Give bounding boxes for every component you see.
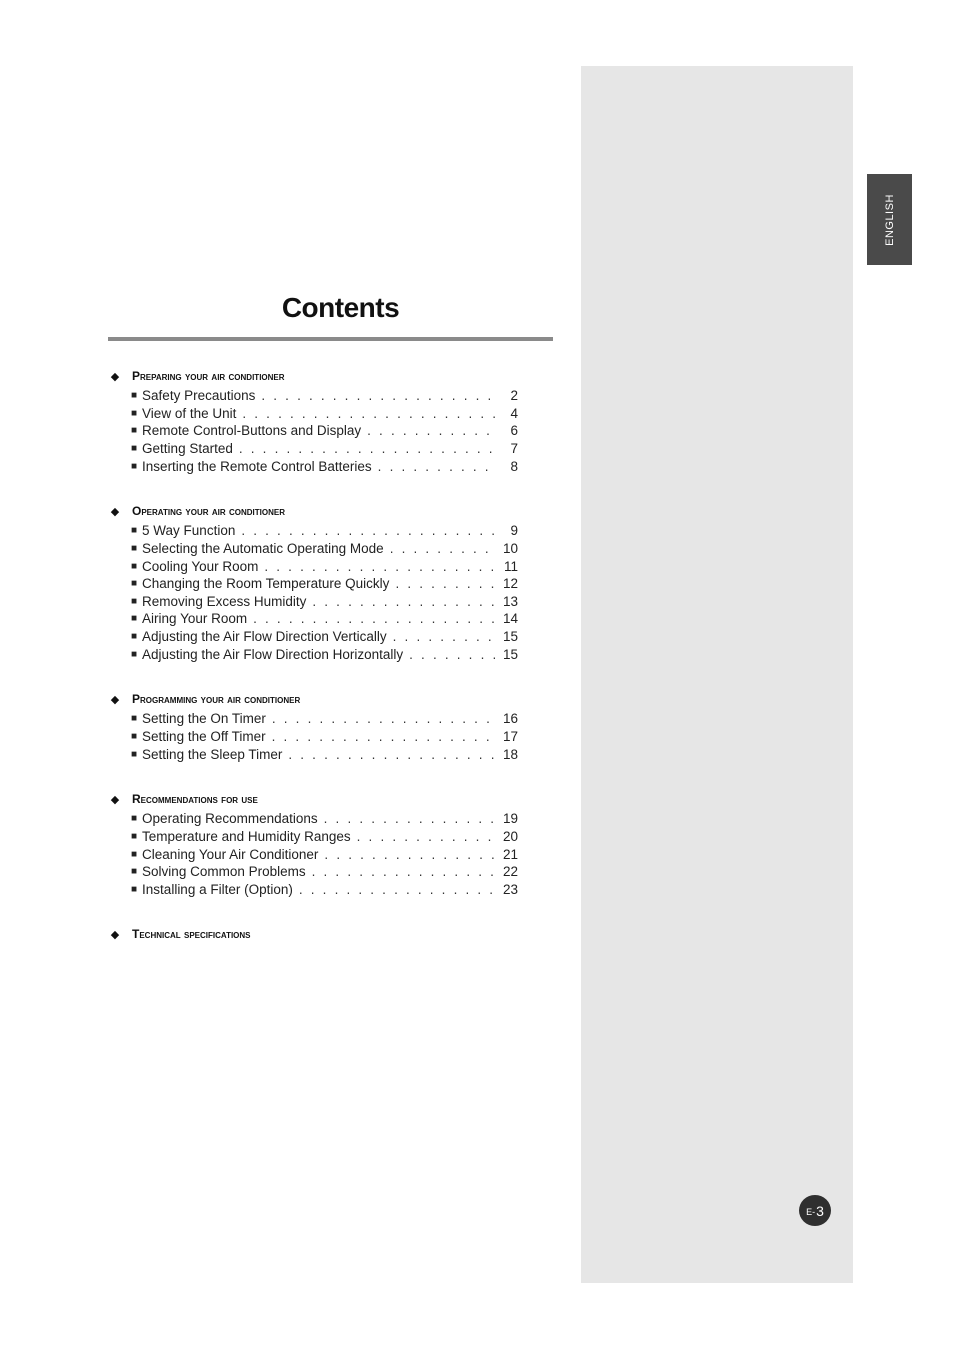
square-bullet-icon: ■ [131,389,138,401]
dot-leader [241,523,496,538]
square-bullet-icon: ■ [131,648,138,660]
toc-item[interactable] [131,457,518,475]
toc-page-number: 4 [510,405,518,421]
page-number-value: 3 [816,1202,824,1219]
dot-leader [378,459,496,474]
toc-item[interactable] [131,827,518,845]
toc-page-number: 13 [502,593,518,609]
side-panel [581,66,853,1283]
toc-item-label: Cleaning Your Air Conditioner [142,846,319,862]
square-bullet-icon: ■ [131,630,138,642]
diamond-bullet-icon: ◆ [110,370,120,383]
toc-item[interactable] [131,439,518,457]
toc-item-label: Removing Excess Humidity [142,593,307,609]
toc-page-number: 14 [502,610,518,626]
toc-item[interactable] [131,845,518,863]
toc-page-number: 2 [510,387,518,403]
toc-page-number: 18 [502,746,518,762]
square-bullet-icon: ■ [131,542,138,554]
section-heading-operating [109,502,285,520]
toc-page-number: 19 [502,810,518,826]
dot-leader [272,729,496,744]
toc-item-label: Changing the Room Temperature Quickly [142,575,390,591]
square-bullet-icon: ■ [131,442,138,454]
toc-item[interactable] [131,557,518,575]
square-bullet-icon: ■ [131,883,138,895]
toc-item-label: Setting the Sleep Timer [142,746,283,762]
toc-item-label: 5 Way Function [142,522,236,538]
square-bullet-icon: ■ [131,524,138,536]
section-heading-text: Technical specifications [132,927,251,941]
square-bullet-icon: ■ [131,748,138,760]
square-bullet-icon: ■ [131,830,138,842]
section-heading-text: Recommendations for use [132,792,258,806]
toc-item-label: Inserting the Remote Control Batteries [142,458,372,474]
toc-item-label: View of the Unit [142,405,237,421]
diamond-bullet-icon: ◆ [110,793,120,806]
toc-page-number: 23 [502,881,518,897]
toc-item-label: Setting the On Timer [142,710,266,726]
toc-item-label: Safety Precautions [142,387,256,403]
toc-page-number: 6 [510,422,518,438]
toc-item[interactable] [131,709,518,727]
toc-page-number: 8 [510,458,518,474]
toc-item[interactable] [131,421,518,439]
square-bullet-icon: ■ [131,595,138,607]
toc-item-label: Cooling Your Room [142,558,259,574]
dot-leader [299,882,496,897]
toc-item-label: Remote Control-Buttons and Display [142,422,362,438]
dot-leader [253,611,496,626]
square-bullet-icon: ■ [131,460,138,472]
dot-leader [324,811,496,826]
toc-page-number: 7 [510,440,518,456]
toc-item-label: Getting Started [142,440,233,456]
language-tab-label: ENGLISH [883,193,896,246]
square-bullet-icon: ■ [131,712,138,724]
toc-page-number: 11 [503,558,518,574]
section-heading-recommendations [109,790,258,808]
square-bullet-icon: ■ [131,424,138,436]
dot-leader [390,541,496,556]
diamond-bullet-icon: ◆ [110,928,120,941]
section-heading-technical[interactable] [109,925,251,943]
toc-item[interactable] [131,727,518,745]
section-heading-text: Operating your air conditioner [132,504,285,518]
toc-page-number: 17 [502,728,518,744]
dot-leader [242,406,496,421]
toc-item-label: Solving Common Problems [142,863,306,879]
dot-leader [367,423,496,438]
toc-item[interactable] [131,574,518,592]
toc-item-label: Adjusting the Air Flow Direction Horizontally [142,646,404,662]
toc-item[interactable] [131,521,518,539]
section-heading-programming [109,690,300,708]
toc-item[interactable] [131,404,518,422]
square-bullet-icon: ■ [131,865,138,877]
toc-page-number: 12 [502,575,518,591]
toc-item[interactable] [131,539,518,557]
square-bullet-icon: ■ [131,730,138,742]
page-number-badge [799,1195,831,1226]
page-number-prefix: E- [806,1207,816,1217]
diamond-bullet-icon: ◆ [110,505,120,518]
square-bullet-icon: ■ [131,560,138,572]
toc-page-number: 15 [502,646,518,662]
toc-item-label: Airing Your Room [142,610,248,626]
toc-item[interactable] [131,627,518,645]
toc-item[interactable] [131,386,518,404]
toc-item[interactable] [131,880,518,898]
square-bullet-icon: ■ [131,612,138,624]
toc-item[interactable] [131,609,518,627]
toc-item[interactable] [131,645,518,663]
square-bullet-icon: ■ [131,848,138,860]
toc-page-number: 21 [502,846,518,862]
dot-leader [324,847,496,862]
toc-item-label: Installing a Filter (Option) [142,881,293,897]
toc-page-number: 16 [502,710,518,726]
toc-item[interactable] [131,809,518,827]
square-bullet-icon: ■ [131,407,138,419]
toc-item[interactable] [131,745,518,763]
dot-leader [312,864,496,879]
section-heading-text: Programming your air conditioner [132,692,301,706]
toc-page-number: 15 [502,628,518,644]
dot-leader [312,594,496,609]
toc-item-label: Operating Recommendations [142,810,318,826]
square-bullet-icon: ■ [131,577,138,589]
toc-item-label: Selecting the Automatic Operating Mode [142,540,384,556]
dot-leader [395,576,496,591]
toc-item-label: Setting the Off Timer [142,728,266,744]
diamond-bullet-icon: ◆ [110,693,120,706]
dot-leader [409,647,496,662]
toc-page-number: 20 [502,828,518,844]
language-tab[interactable] [867,174,912,265]
page-title: Contents [281,292,400,323]
dot-leader [239,441,496,456]
toc-item[interactable] [131,592,518,610]
toc-item-label: Adjusting the Air Flow Direction Vertically [142,628,387,644]
section-heading-text: Preparing your air conditioner [132,369,285,383]
dot-leader [264,559,496,574]
toc-item-label: Temperature and Humidity Ranges [142,828,351,844]
toc-item[interactable] [131,862,518,880]
dot-leader [288,747,496,762]
dot-leader [261,388,496,403]
toc-page-number: 10 [502,540,518,556]
dot-leader [272,711,496,726]
title-divider [108,337,553,341]
section-heading-preparing [109,367,285,385]
dot-leader [357,829,496,844]
toc-page-number: 9 [510,522,518,538]
toc-page-number: 22 [502,863,518,879]
dot-leader [393,629,496,644]
square-bullet-icon: ■ [131,812,138,824]
